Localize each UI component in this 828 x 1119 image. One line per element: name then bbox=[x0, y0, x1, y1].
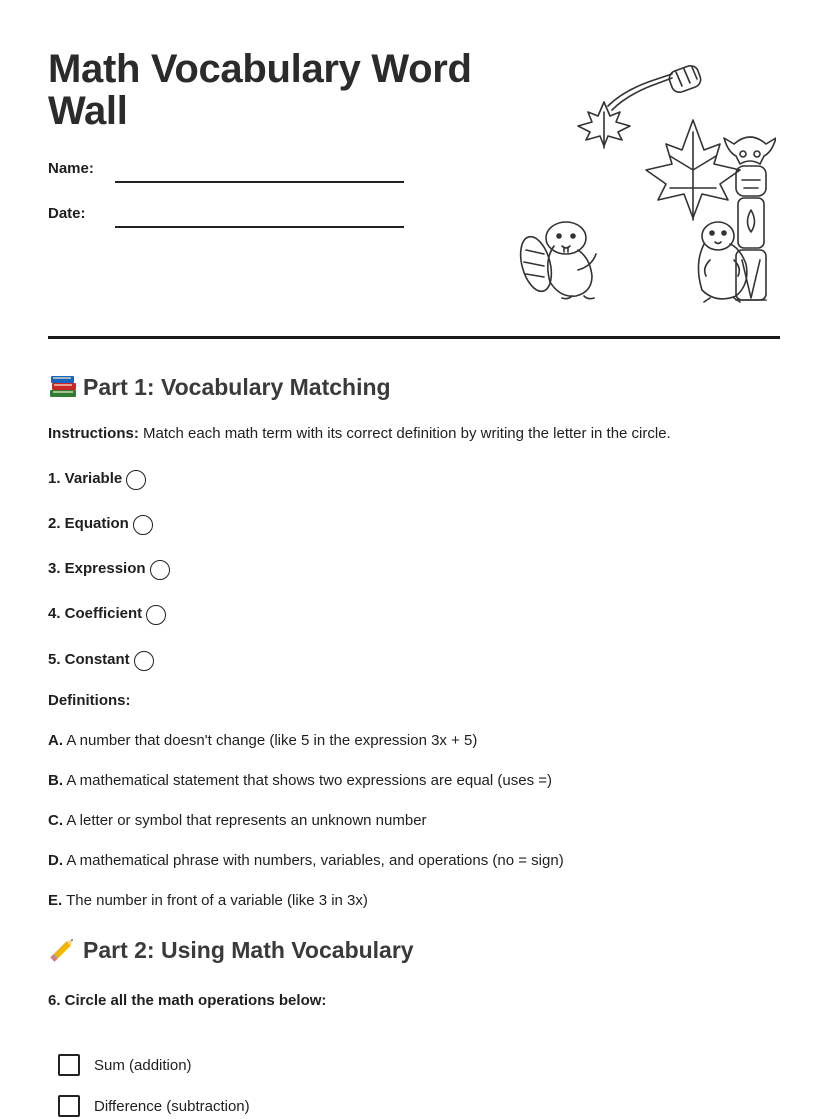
part2-heading-text: Part 2: Using Math Vocabulary bbox=[83, 937, 414, 963]
instructions bbox=[48, 425, 671, 442]
definition-item bbox=[48, 732, 477, 749]
option-label: Difference (subtraction) bbox=[94, 1098, 250, 1115]
name-label: Name: bbox=[48, 160, 94, 177]
name-field[interactable] bbox=[48, 160, 408, 190]
totem-pole-icon bbox=[724, 137, 776, 300]
definition-text: A mathematical phrase with numbers, variables, and operations (no = sign) bbox=[63, 852, 564, 869]
page-title: Math Vocabulary Word Wall bbox=[48, 47, 472, 133]
beaver-icon bbox=[515, 222, 596, 299]
part1-heading-text: Part 1: Vocabulary Matching bbox=[83, 374, 391, 400]
answer-circle[interactable] bbox=[150, 560, 170, 580]
definition-text: A letter or symbol that represents an unknown number bbox=[63, 812, 427, 829]
definitions-heading: Definitions: bbox=[48, 692, 131, 709]
definition-letter: D. bbox=[48, 852, 63, 869]
books-icon bbox=[48, 373, 78, 399]
groundhog-icon bbox=[698, 222, 746, 302]
answer-circle[interactable] bbox=[133, 515, 153, 535]
definition-text: A number that doesn't change (like 5 in the expression 3x + 5) bbox=[63, 732, 478, 749]
definition-text: The number in front of a variable (like 3 in 3x) bbox=[62, 892, 368, 909]
term-label: 3. Expression bbox=[48, 560, 146, 577]
option-item[interactable] bbox=[58, 1054, 192, 1078]
header-divider bbox=[48, 336, 780, 339]
option-checkbox[interactable] bbox=[58, 1054, 80, 1076]
definition-letter: B. bbox=[48, 772, 63, 789]
maple-leaf-icon bbox=[578, 102, 630, 148]
term-item bbox=[48, 648, 154, 672]
answer-circle[interactable] bbox=[134, 651, 154, 671]
term-label: 2. Equation bbox=[48, 515, 129, 532]
term-label: 5. Constant bbox=[48, 651, 130, 668]
term-item bbox=[48, 512, 153, 536]
instructions-label: Instructions: bbox=[48, 425, 139, 442]
part1-heading bbox=[48, 373, 391, 401]
answer-circle[interactable] bbox=[146, 605, 166, 625]
question-6: 6. Circle all the math operations below: bbox=[48, 992, 327, 1009]
definition-letter: E. bbox=[48, 892, 63, 909]
instructions-text: Match each math term with its correct definition by writing the letter in the circle. bbox=[138, 425, 671, 442]
definition-item bbox=[48, 892, 368, 909]
definition-letter: A. bbox=[48, 732, 63, 749]
term-item bbox=[48, 557, 170, 581]
term-label: 1. Variable bbox=[48, 470, 123, 487]
definition-text: A mathematical statement that shows two expressions are equal (uses =) bbox=[63, 772, 552, 789]
maple-leaf-icon bbox=[646, 120, 740, 220]
term-item bbox=[48, 467, 146, 491]
date-field[interactable] bbox=[48, 205, 408, 235]
worksheet-page bbox=[48, 0, 780, 1115]
part2-heading bbox=[48, 936, 414, 964]
option-label: Sum (addition) bbox=[94, 1057, 192, 1074]
definition-item bbox=[48, 772, 552, 789]
date-write-line[interactable] bbox=[115, 226, 404, 228]
name-write-line[interactable] bbox=[115, 181, 404, 183]
worksheet-header bbox=[48, 0, 780, 340]
option-checkbox[interactable] bbox=[58, 1095, 80, 1117]
canadian-illustration bbox=[514, 60, 776, 310]
definition-letter: C. bbox=[48, 812, 63, 829]
date-label: Date: bbox=[48, 205, 86, 222]
pencil-icon bbox=[48, 936, 78, 962]
option-item[interactable] bbox=[58, 1095, 250, 1119]
maple-syrup-tap-icon bbox=[608, 64, 703, 110]
definition-item bbox=[48, 852, 564, 869]
term-item bbox=[48, 602, 166, 626]
term-label: 4. Coefficient bbox=[48, 605, 143, 622]
answer-circle[interactable] bbox=[126, 470, 146, 490]
definition-item bbox=[48, 812, 427, 829]
